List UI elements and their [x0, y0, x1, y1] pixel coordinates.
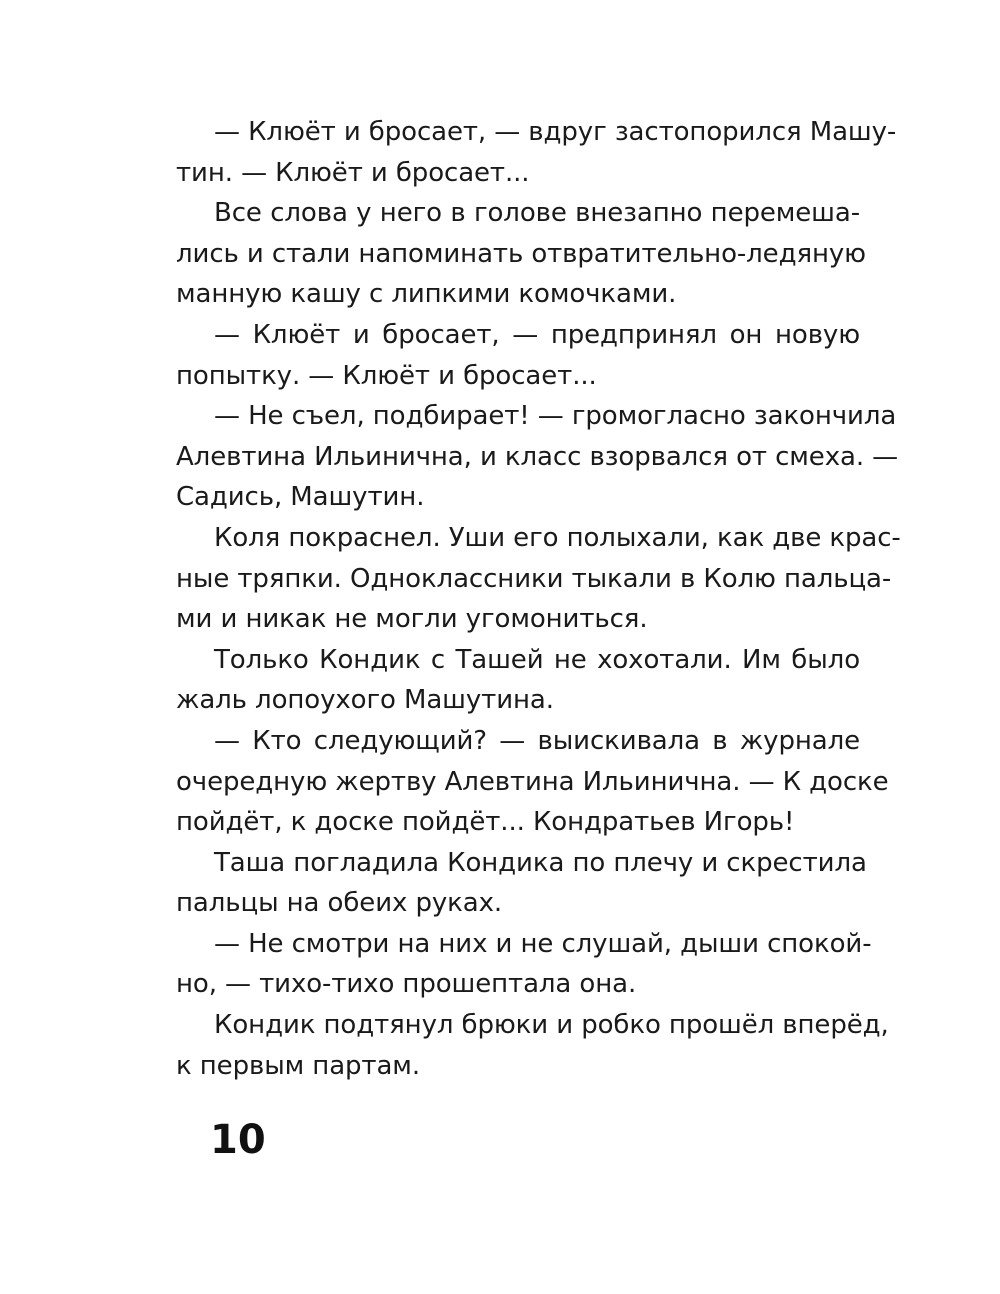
text-line: ные тряпки. Одноклассники тыкали в Колю пальца- — [176, 563, 892, 594]
text-line: тин. — Клюёт и бросает... — [176, 157, 530, 188]
text-line: пальцы на обеих руках. — [176, 888, 503, 919]
page-number: 10 — [210, 1117, 266, 1163]
text-line: пойдёт, к доске пойдёт... Кондратьев Игорь! — [176, 807, 795, 838]
text-line: Алевтина Ильинична, и класс взорвался от смеха. — — [176, 441, 899, 472]
text-line: — Клюёт и бросает, — предпринял он новую — [214, 319, 860, 350]
text-line: очередную жертву Алевтина Ильинична. — К доске — [176, 766, 889, 797]
text-line: к первым партам. — [176, 1050, 420, 1081]
text-line: лись и стали напоминать отвратительно-ледяную — [176, 238, 866, 269]
text-line: ми и никак не могли угомониться. — [176, 604, 648, 635]
text-line: — Кто следующий? — выискивала в журнале — [214, 725, 860, 756]
text-line: — Клюёт и бросает, — вдруг застопорился Машу- — [214, 117, 897, 147]
text-line: — Не съел, подбирает! — громогласно закончила — [214, 401, 897, 432]
text-line: манную кашу с липкими комочками. — [176, 279, 677, 310]
text-line: Все слова у него в голове внезапно перемеша- — [214, 198, 860, 229]
text-line: — Не смотри на них и не слушай, дыши спокой- — [214, 928, 872, 959]
text-line: Только Кондик с Ташей не хохотали. Им было — [214, 644, 860, 675]
body-text — [176, 112, 901, 1086]
text-line: Коля покраснел. Уши его полыхали, как две крас- — [214, 522, 901, 553]
text-line: жаль лопоухого Машутина. — [176, 685, 554, 716]
text-line: попытку. — Клюёт и бросает... — [176, 360, 597, 391]
text-line: Кондик подтянул брюки и робко прошёл вперёд, — [214, 1010, 889, 1041]
text-line: Садись, Машутин. — [176, 482, 425, 513]
text-line: но, — тихо-тихо прошептала она. — [176, 969, 637, 1000]
text-line: Таша погладила Кондика по плечу и скрестила — [214, 847, 867, 878]
